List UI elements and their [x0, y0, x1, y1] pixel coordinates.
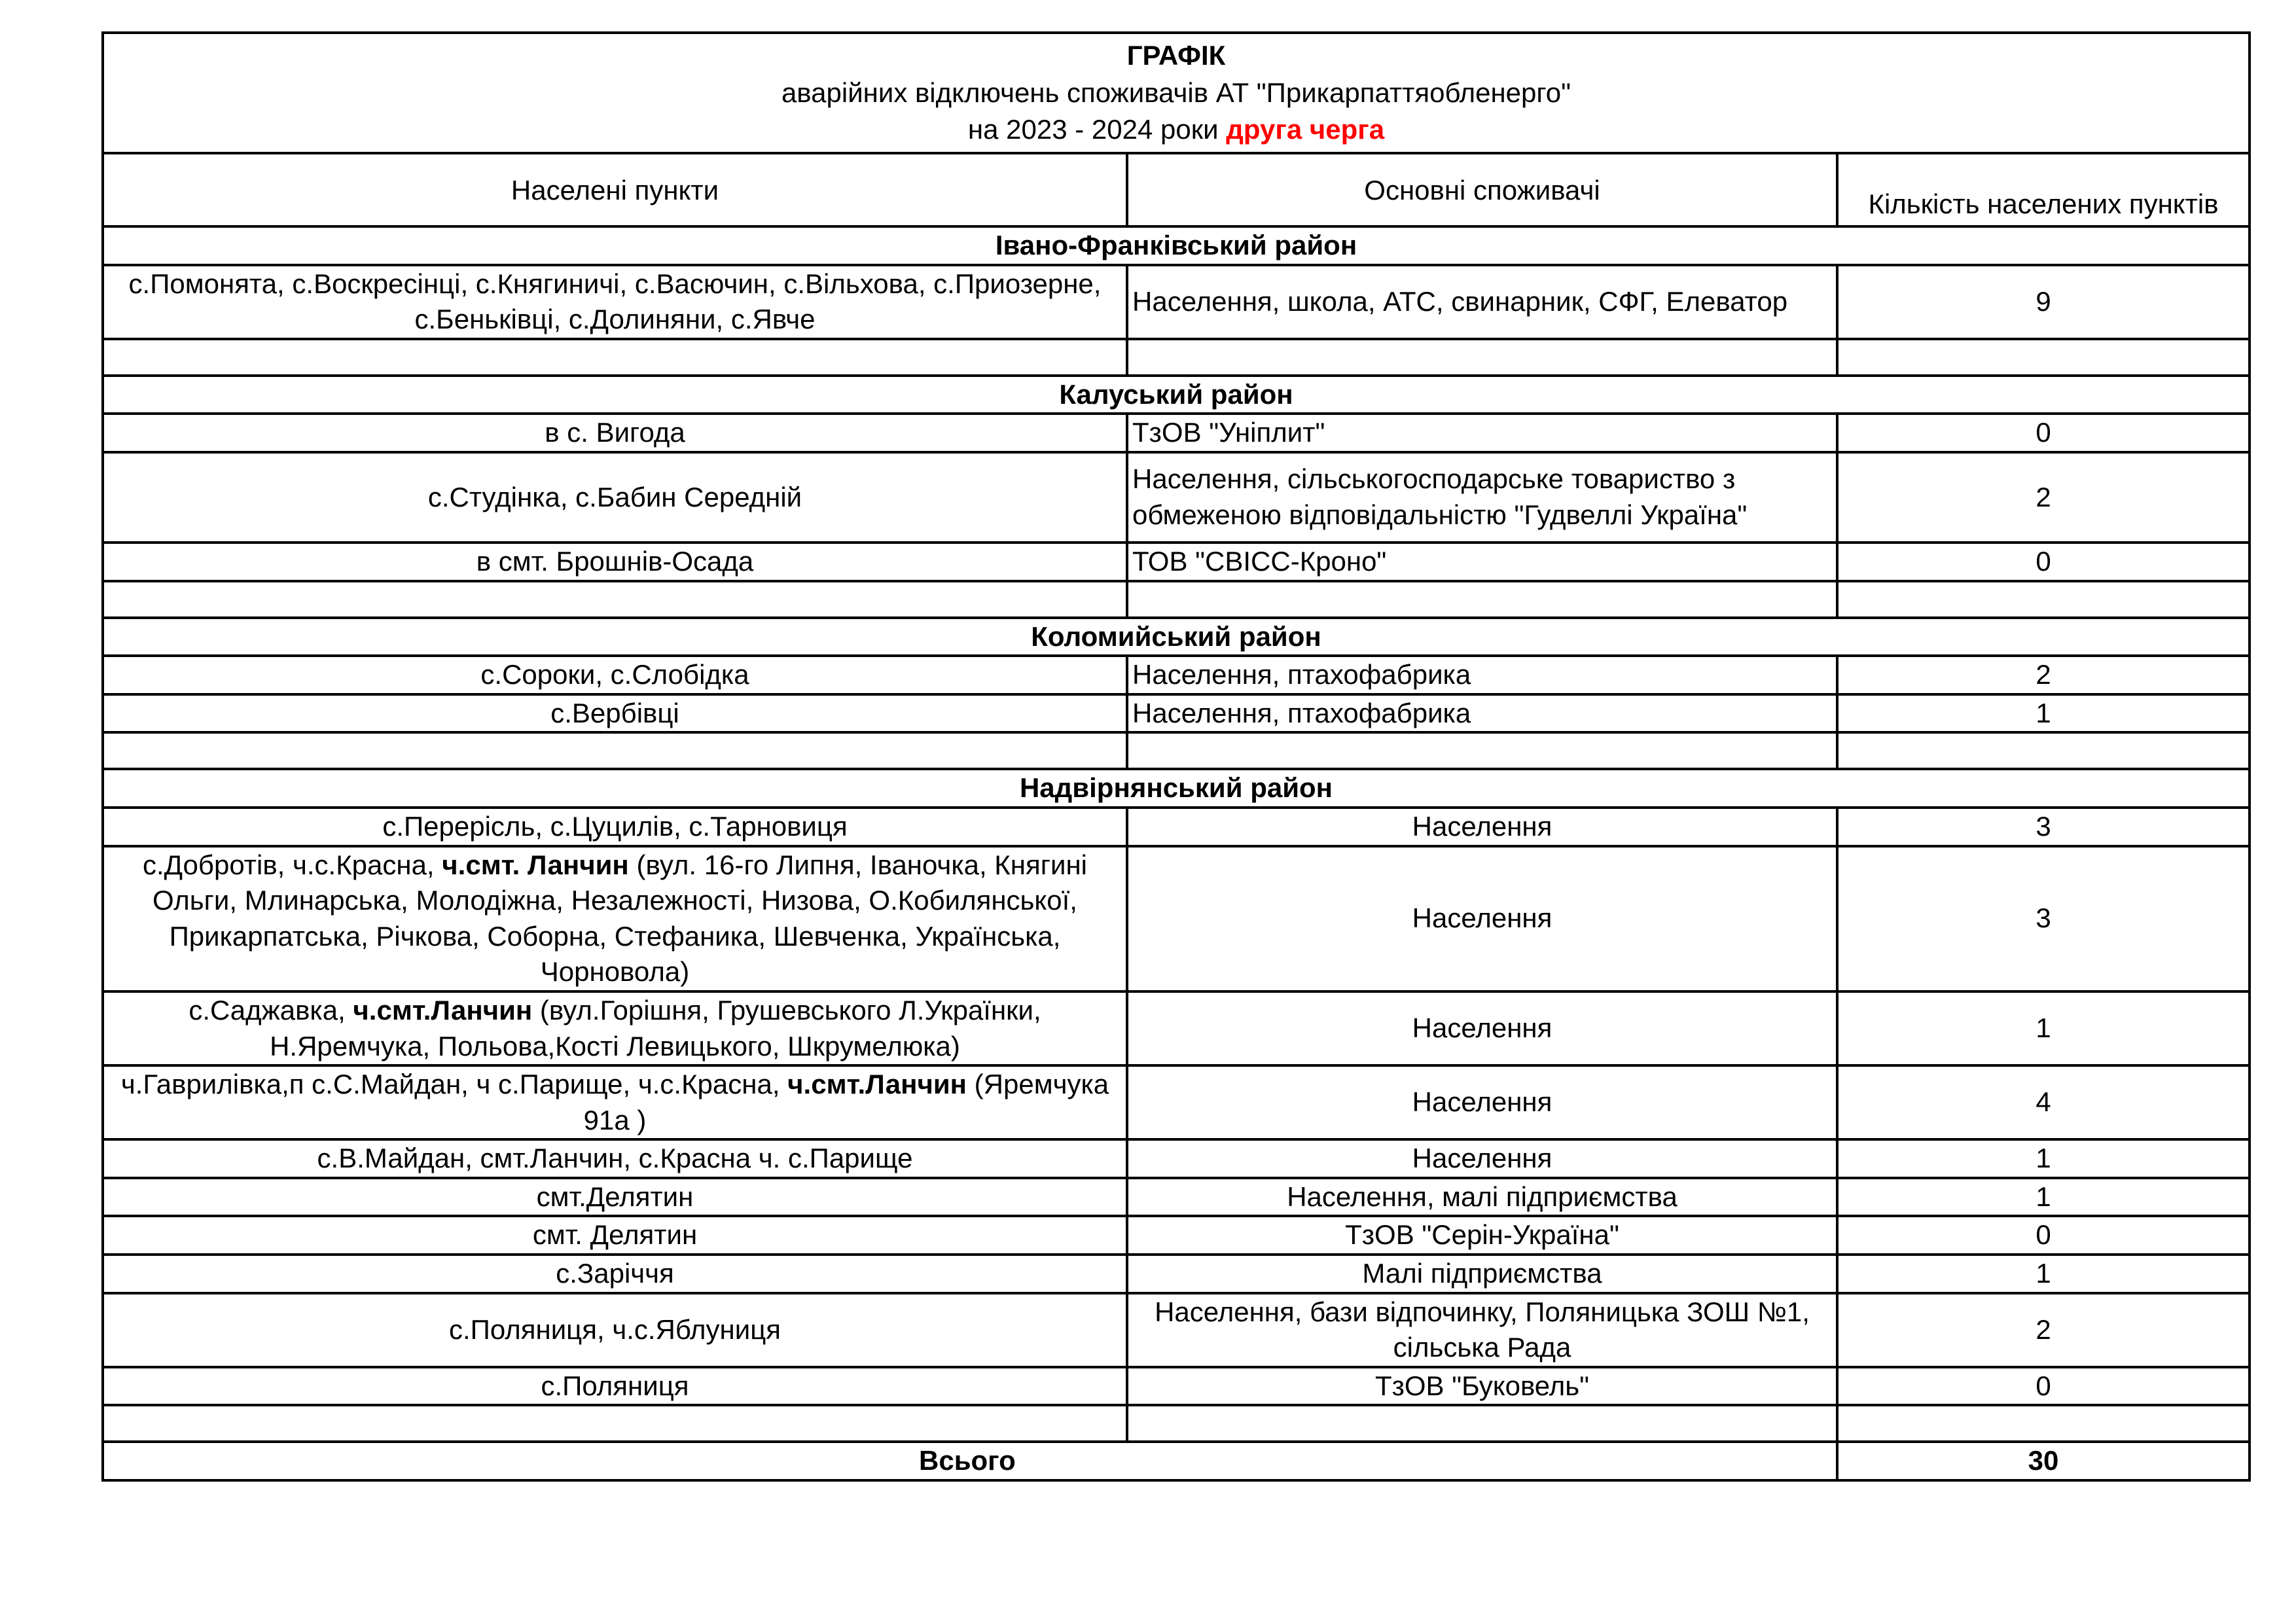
settlements-bold-text: ч.смт.Ланчин [353, 994, 533, 1026]
settlements-cell: с.Поляниця [103, 1367, 1127, 1406]
settlements-cell: с.В.Майдан, смт.Ланчин, с.Красна ч. с.Парище [103, 1139, 1127, 1178]
document-title [103, 33, 2250, 153]
consumers-cell: Населення, птахофабрика [1127, 694, 1837, 733]
consumers-cell: ТзОВ "Серін-Україна" [1127, 1216, 1837, 1255]
settlements-cell: с.Вербівці [103, 694, 1127, 733]
consumers-cell: Населення, птахофабрика [1127, 656, 1837, 694]
settlements-text: с.Саджавка, [188, 994, 353, 1026]
empty-cell [103, 732, 1127, 769]
consumers-cell: Населення [1127, 846, 1837, 991]
header-consumers: Основні споживачі [1127, 153, 1837, 226]
consumers-cell: Населення, сільськогосподарське товариство з обмеженою відповідальністю "Гудвеллі Україна" [1127, 452, 1837, 543]
count-cell: 0 [1837, 414, 2250, 452]
empty-cell [1837, 339, 2250, 376]
settlements-cell: в смт. Брошнів-Осада [103, 543, 1127, 581]
count-cell: 1 [1837, 1139, 2250, 1178]
count-cell: 0 [1837, 1367, 2250, 1406]
settlements-streets: (вул.Горішня, Грушевського Л.Українки, Н.Яремчука, Польова,Кості Левицького, Шкрумелюка) [270, 994, 1041, 1061]
settlements-cell: с.Заріччя [103, 1255, 1127, 1293]
empty-cell [1127, 581, 1837, 618]
settlements-cell: с.Студінка, с.Бабин Середній [103, 452, 1127, 543]
title-subtitle: аварійних відключень споживачів АТ "Прикарпаттяобленерго" [781, 77, 1571, 108]
settlements-cell [103, 1065, 1127, 1139]
count-cell: 1 [1837, 991, 2250, 1065]
settlements-cell: с.Сороки, с.Слобідка [103, 656, 1127, 694]
count-cell: 2 [1837, 1293, 2250, 1367]
district-heading: Надвірнянський район [103, 769, 2250, 808]
empty-cell [1127, 339, 1837, 376]
consumers-cell: Населення, бази відпочинку, Поляницька ЗОШ №1, сільська Рада [1127, 1293, 1837, 1367]
header-count: Кількість населених пунктів [1837, 153, 2250, 226]
consumers-cell: ТзОВ "Буковель" [1127, 1367, 1837, 1406]
count-cell: 1 [1837, 1255, 2250, 1293]
empty-cell [1837, 1405, 2250, 1442]
settlements-text: с.Добротів, ч.с.Красна, [142, 849, 442, 880]
settlements-cell: смт.Делятин [103, 1178, 1127, 1217]
count-cell: 3 [1837, 808, 2250, 846]
consumers-cell: Населення [1127, 1065, 1837, 1139]
empty-cell [103, 581, 1127, 618]
count-cell: 0 [1837, 1216, 2250, 1255]
empty-cell [103, 1405, 1127, 1442]
count-cell: 4 [1837, 1065, 2250, 1139]
header-settlements: Населені пункти [103, 153, 1127, 226]
title-period-text: на 2023 - 2024 роки [967, 114, 1227, 145]
consumers-cell: Населення [1127, 991, 1837, 1065]
consumers-cell: Населення [1127, 808, 1837, 846]
settlements-bold-text: ч.смт. Ланчин [442, 849, 629, 880]
total-value: 30 [1837, 1442, 2250, 1480]
empty-cell [1837, 732, 2250, 769]
consumers-cell: Малі підприємства [1127, 1255, 1837, 1293]
consumers-cell: Населення, малі підприємства [1127, 1178, 1837, 1217]
count-cell: 2 [1837, 452, 2250, 543]
title-period [108, 111, 2244, 149]
settlements-cell [103, 846, 1127, 991]
empty-cell [1127, 1405, 1837, 1442]
title-heading: ГРАФІК [1126, 39, 1226, 71]
consumers-cell: Населення, школа, АТС, свинарник, СФГ, Елеватор [1127, 265, 1837, 339]
settlements-cell: с.Поляниця, ч.с.Яблуниця [103, 1293, 1127, 1367]
consumers-cell: ТзОВ "Уніплит" [1127, 414, 1837, 452]
district-heading: Калуський район [103, 376, 2250, 414]
district-heading: Івано-Франківський район [103, 226, 2250, 265]
settlements-cell [103, 991, 1127, 1065]
count-cell: 2 [1837, 656, 2250, 694]
settlements-cell: с.Перерісль, с.Цуцилів, с.Тарновиця [103, 808, 1127, 846]
empty-cell [103, 339, 1127, 376]
count-cell: 1 [1837, 1178, 2250, 1217]
district-heading: Коломийський район [103, 618, 2250, 656]
consumers-cell: ТОВ "СВІСС-Кроно" [1127, 543, 1837, 581]
consumers-cell: Населення [1127, 1139, 1837, 1178]
settlements-cell: с.Помонята, с.Воскресінці, с.Княгиничі, с.Васючин, с.Вільхова, с.Приозерне, с.Беньківці, с.Долиняни, с.Явче [103, 265, 1127, 339]
count-cell: 1 [1837, 694, 2250, 733]
settlements-text: ч.Гаврилівка,п с.С.Майдан, ч с.Парище, ч.с.Красна, [120, 1069, 788, 1100]
outage-schedule-table [101, 31, 2251, 1482]
empty-cell [1837, 581, 2250, 618]
settlements-cell: в с. Вигода [103, 414, 1127, 452]
total-label: Всього [103, 1442, 1837, 1480]
settlements-streets: (Яремчука 91а ) [583, 1069, 1109, 1135]
count-cell: 3 [1837, 846, 2250, 991]
queue-highlight: друга черга [1226, 114, 1385, 145]
settlements-streets: (вул. 16-го Липня, Іваночка, Княгині Ольги, Млинарська, Молодіжна, Незалежності, Низова, О.Кобилянської, Прикарпатська, Річкова, Соборна, Стефаника, Шевченка, Українська, Чорновола) [152, 849, 1088, 988]
empty-cell [1127, 732, 1837, 769]
count-cell: 0 [1837, 543, 2250, 581]
count-cell: 9 [1837, 265, 2250, 339]
settlements-bold-text: ч.смт.Ланчин [787, 1069, 967, 1100]
settlements-cell: смт. Делятин [103, 1216, 1127, 1255]
